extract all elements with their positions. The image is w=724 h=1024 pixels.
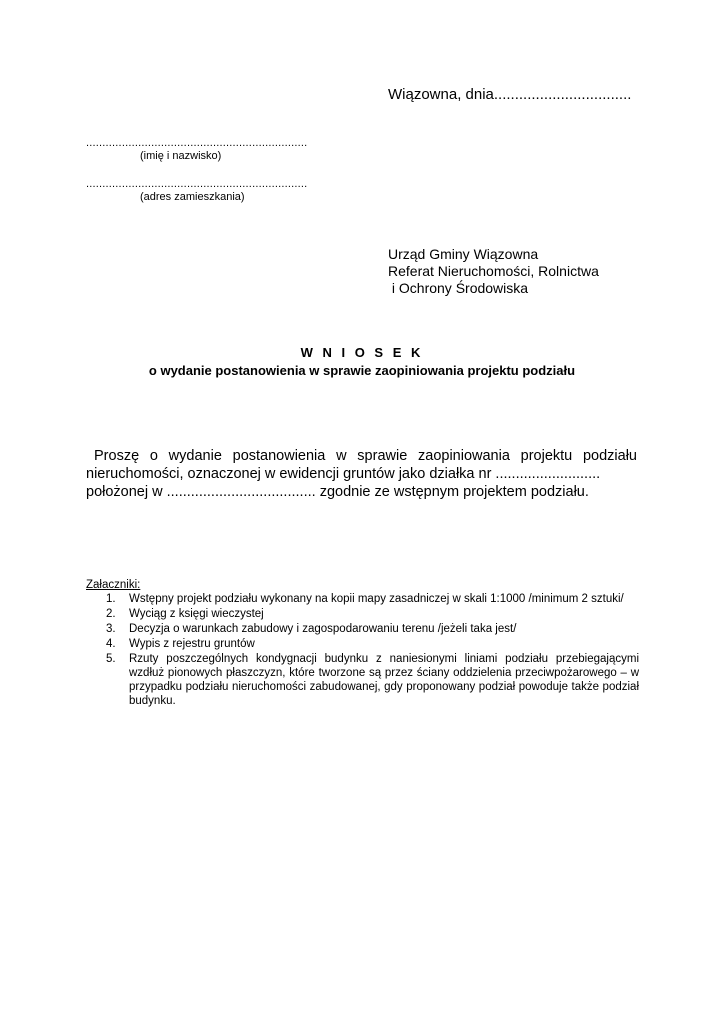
- document-title: W N I O S E K: [300, 345, 424, 360]
- list-item-number: 3.: [106, 623, 116, 635]
- list-item: [100, 622, 639, 636]
- address-dotted-line: ....................................................................: [86, 178, 308, 190]
- recipient-line-2: Referat Nieruchomości, Rolnictwa: [388, 263, 599, 279]
- list-item: [100, 607, 639, 621]
- document-subtitle: o wydanie postanowienia w sprawie zaopiniowania projektu podziału: [148, 363, 576, 378]
- list-item-number: 5.: [106, 653, 116, 665]
- list-item-text: Wyciąg z księgi wieczystej: [129, 608, 264, 620]
- list-item: [100, 592, 639, 606]
- recipient-line-3: i Ochrony Środowiska: [388, 280, 529, 296]
- address-caption: (adres zamieszkania): [140, 191, 245, 203]
- name-dotted-line: ....................................................................: [86, 137, 308, 149]
- list-item: [100, 637, 639, 651]
- body-line-3: położonej w ..................................... zgodnie ze wstępnym projektem podziału.: [86, 484, 589, 500]
- list-item-number: 4.: [106, 638, 116, 650]
- attachments-list: [100, 592, 639, 709]
- list-item-number: 1.: [106, 593, 116, 605]
- list-item-text: Rzuty poszczególnych kondygnacji budynku z naniesionymi liniami podziału przebiegającymi wzdłuż pionowych płaszczyzn, które tworzone są przez ściany oddzielenia przeciwpożarowego – w przypadku podziału nieruchomości zabudowanej, gdy proponowany podział powoduje także podział budynku.: [129, 653, 639, 707]
- place-date-field: Wiązowna, dnia.................................: [388, 86, 632, 103]
- list-item-text: Wstępny projekt podziału wykonany na kopii mapy zasadniczej w skali 1:1000 /minimum 2 sztuki/: [129, 593, 624, 605]
- body-line-2: nieruchomości, oznaczonej w ewidencji gruntów jako działka nr ..........................: [86, 466, 601, 482]
- attachments-heading: Załaczniki:: [86, 579, 141, 591]
- list-item-text: Wypis z rejestru gruntów: [129, 638, 255, 650]
- request-body: [86, 447, 637, 501]
- body-line-1: Proszę o wydanie postanowienia w sprawie zaopiniowania projektu podziału: [94, 448, 637, 464]
- list-item-text: Decyzja o warunkach zabudowy i zagospodarowaniu terenu /jeżeli taka jest/: [129, 623, 517, 635]
- list-item-number: 2.: [106, 608, 116, 620]
- name-caption: (imię i nazwisko): [140, 150, 222, 162]
- recipient-line-1: Urząd Gminy Wiązowna: [388, 246, 539, 262]
- list-item: [100, 652, 639, 708]
